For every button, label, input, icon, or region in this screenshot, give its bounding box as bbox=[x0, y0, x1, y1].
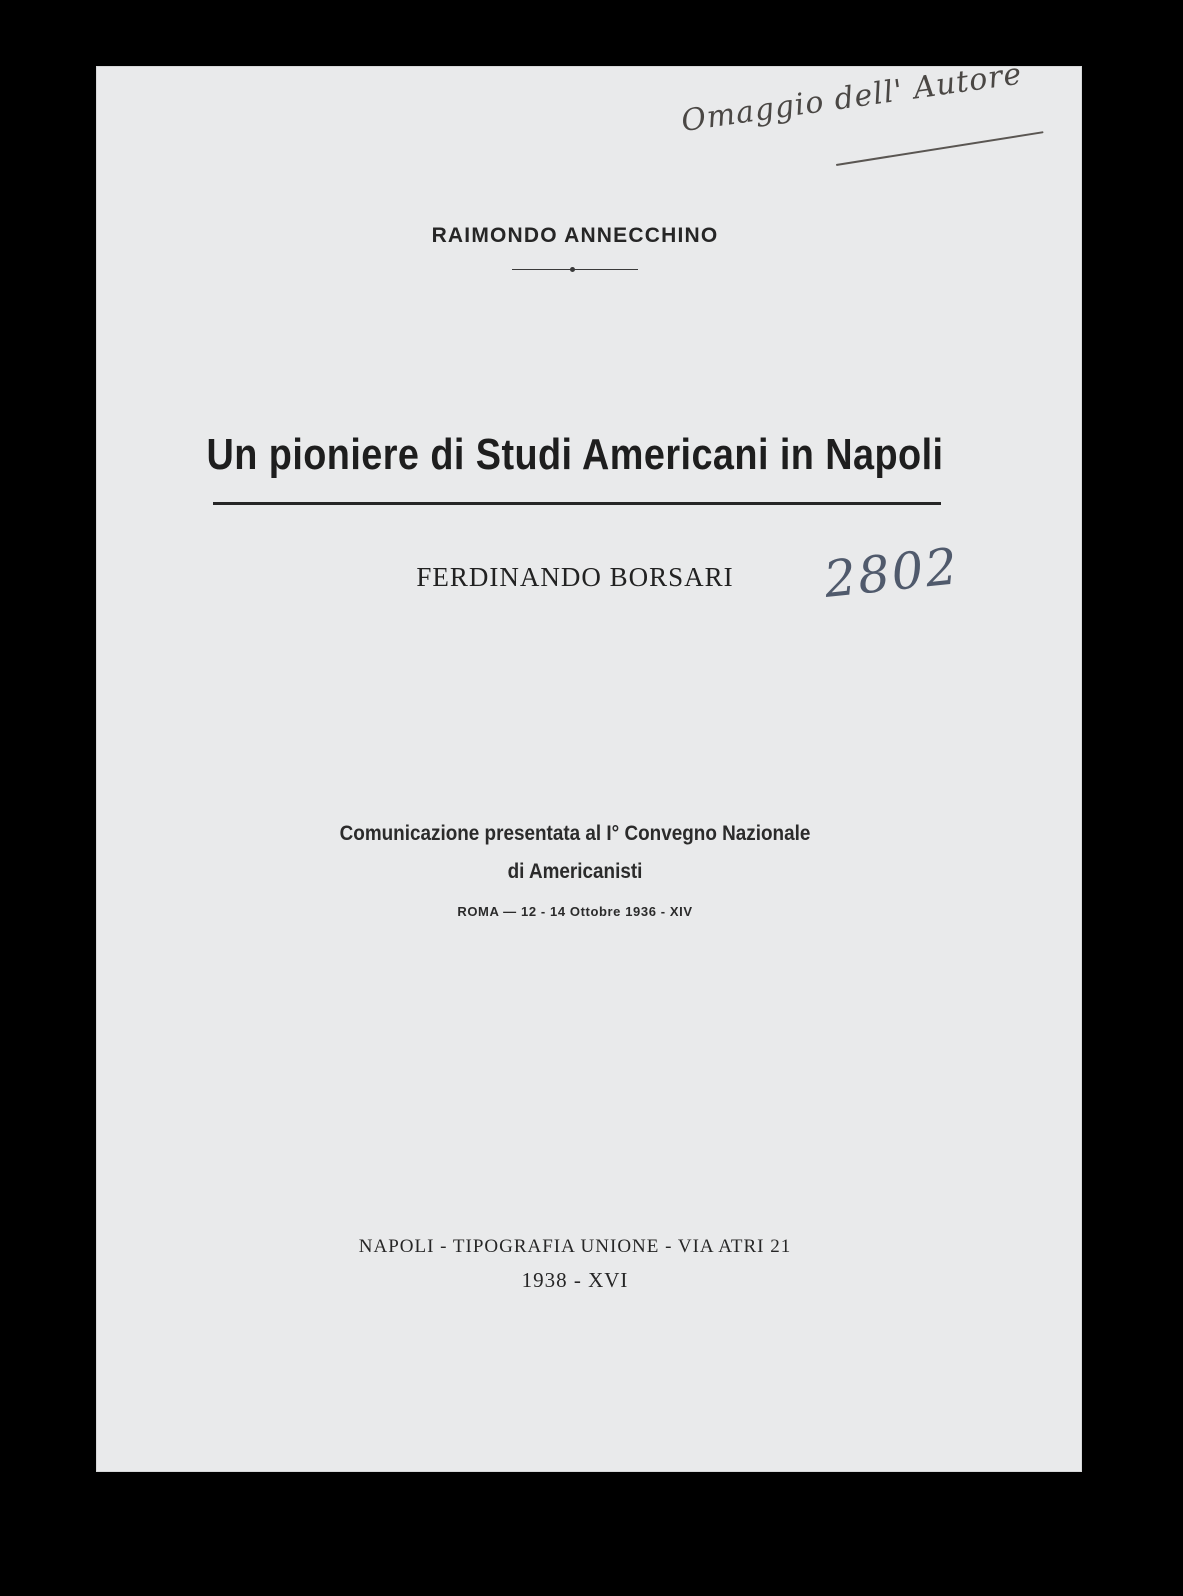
document-cover bbox=[96, 56, 1082, 1472]
handwritten-catalog-number: 2802 bbox=[821, 537, 962, 609]
dedication-flourish bbox=[836, 131, 1044, 166]
publication-year: 1938 - XVI bbox=[521, 1268, 629, 1292]
occasion-date: ROMA — 12 - 14 Ottobre 1936 - XIV bbox=[457, 904, 693, 919]
author-divider bbox=[512, 269, 638, 270]
author-name: RAIMONDO ANNECCHINO bbox=[431, 224, 719, 247]
occasion-line-2: di Americanisti bbox=[507, 860, 643, 883]
publisher-imprint: NAPOLI - TIPOGRAFIA UNIONE - VIA ATRI 21 bbox=[358, 1236, 792, 1257]
occasion-line-1: Comunicazione presentata al I° Convegno Nazionale bbox=[339, 822, 811, 845]
document-title: Un pioniere di Studi Americani in Napoli bbox=[206, 430, 944, 479]
document-subject: FERDINANDO BORSARI bbox=[416, 562, 734, 592]
title-underline bbox=[213, 502, 941, 505]
handwritten-dedication: Omaggio dell' Autore bbox=[679, 56, 1025, 139]
